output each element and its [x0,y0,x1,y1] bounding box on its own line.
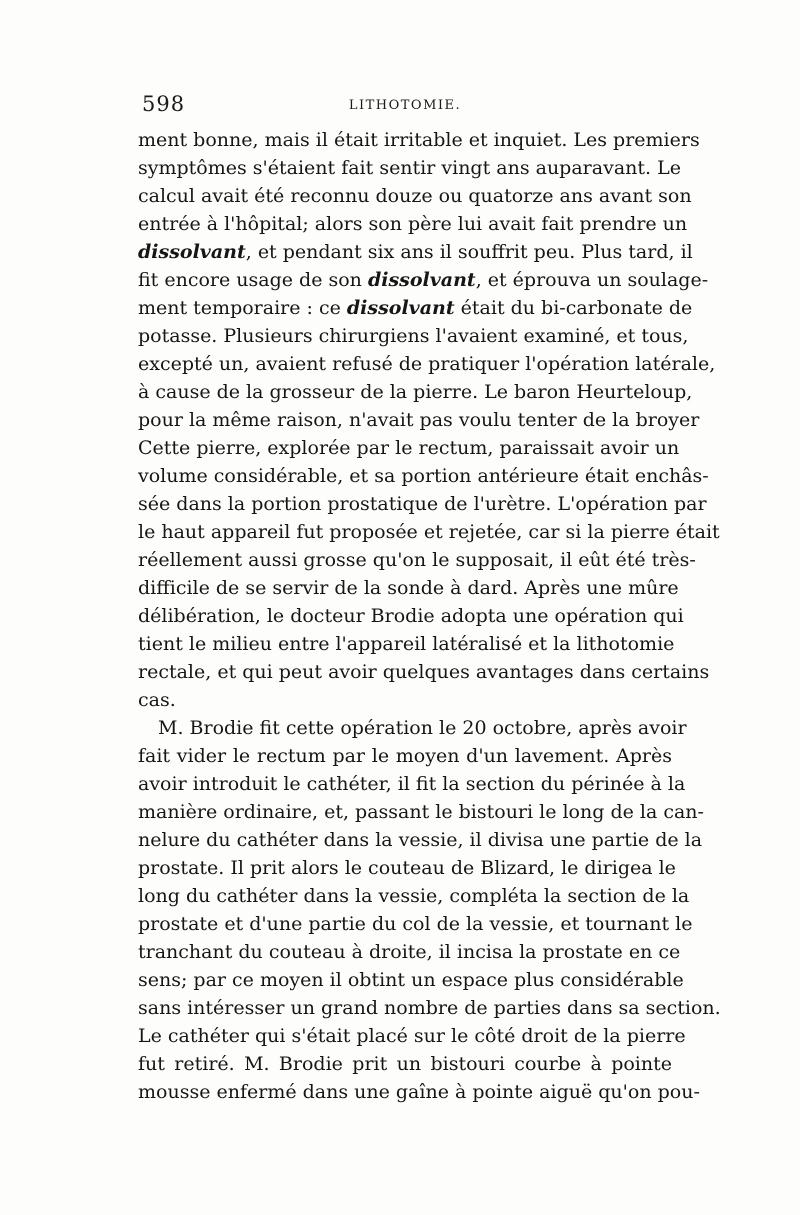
running-head: LITHOTOMIE. [348,98,462,113]
text-line: cas. [138,689,176,711]
text-line: mousse enfermé dans une gaîne à pointe aiguë qu'on pou- [138,1081,700,1103]
text-line: délibération, le docteur Brodie adopta une opération qui [138,605,684,627]
text-line: tranchant du couteau à droite, il incisa la prostate en ce [138,941,681,963]
text-line: avoir introduit le cathéter, il fit la section du périnée à la [138,773,686,795]
text-line: ment temporaire : ce dissolvant était du bi-carbonate de [138,297,693,319]
text-line: entrée à l'hôpital; alors son père lui avait fait prendre un [138,213,688,235]
page-number: 598 [142,92,186,116]
text-line: excepté un, avaient refusé de pratiquer l'opération latérale, [138,353,716,375]
text-line: prostate. Il prit alors le couteau de Blizard, le dirigea le [138,857,676,879]
text-line: pour la même raison, n'avait pas voulu tenter de la broyer [138,409,700,431]
text-line: tient le milieu entre l'appareil latéralisé et la lithotomie [138,633,675,655]
text-line: difficile de se servir de la sonde à dard. Après une mûre [138,577,679,599]
text-line: sans intéresser un grand nombre de parties dans sa section. [138,997,721,1019]
text-line: symptômes s'étaient fait sentir vingt ans auparavant. Le [138,157,681,179]
text-line: dissolvant, et pendant six ans il souffrit peu. Plus tard, il [138,241,693,263]
page-header [138,92,672,126]
body-text [138,126,721,1106]
text-line: à cause de la grosseur de la pierre. Le baron Heurteloup, [138,381,693,403]
text-line: fut retiré. M. Brodie prit un bistouri courbe à pointe [138,1053,672,1075]
text-line: long du cathéter dans la vessie, compléta la section de la [138,885,690,907]
text-line: M. Brodie fit cette opération le 20 octobre, après avoir [158,717,687,739]
text-line: fit encore usage de son dissolvant, et éprouva un soulage- [138,269,709,291]
text-line: fait vider le rectum par le moyen d'un lavement. Après [138,745,672,767]
text-line: Cette pierre, explorée par le rectum, paraissait avoir un [138,437,680,459]
text-line: prostate et d'une partie du col de la vessie, et tournant le [138,913,693,935]
text-line: manière ordinaire, et, passant le bistouri le long de la can- [138,801,704,823]
text-line: le haut appareil fut proposée et rejetée, car si la pierre était [138,521,720,543]
text-line: réellement aussi grosse qu'on le supposait, il eût été très- [138,549,696,571]
text-line: calcul avait été reconnu douze ou quatorze ans avant son [138,185,692,207]
text-line: Le cathéter qui s'était placé sur le côté droit de la pierre [138,1025,686,1047]
text-line: sens; par ce moyen il obtint un espace plus considérable [138,969,684,991]
text-line: rectale, et qui peut avoir quelques avantages dans certains [138,661,710,683]
text-line: sée dans la portion prostatique de l'urètre. L'opération par [138,493,707,515]
text-line: nelure du cathéter dans la vessie, il divisa une partie de la [138,829,703,851]
text-line: volume considérable, et sa portion antérieure était enchâs- [138,465,709,487]
text-line: ment bonne, mais il était irritable et inquiet. Les premiers [138,129,700,151]
text-line: potasse. Plusieurs chirurgiens l'avaient examiné, et tous, [138,325,689,347]
